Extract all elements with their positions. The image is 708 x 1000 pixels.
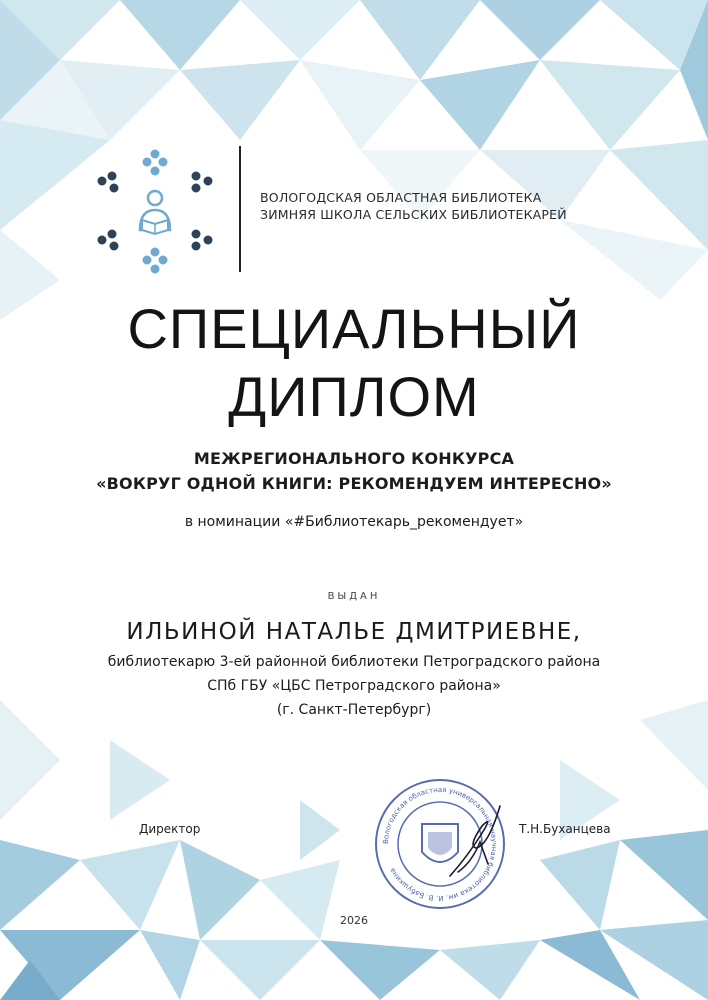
diploma-title-line2: ДИПЛОМ bbox=[228, 365, 480, 428]
recipient-name: ИЛЬИНОЙ НАТАЛЬЕ ДМИТРИЕВНЕ, bbox=[126, 619, 582, 645]
header-divider bbox=[239, 146, 241, 272]
issued-label: ВЫДАН bbox=[327, 591, 381, 602]
recipient-organization: СПб ГБУ «ЦБС Петроградского района» bbox=[207, 678, 501, 694]
recipient-position: библиотекарю 3-ей районной библиотеки Петроградского района bbox=[107, 654, 601, 670]
issue-year: 2026 bbox=[340, 914, 368, 927]
recipient-city: (г. Санкт-Петербург) bbox=[276, 702, 432, 718]
official-stamp-icon bbox=[372, 776, 508, 912]
organization-block bbox=[260, 189, 567, 223]
contest-line2: «ВОКРУГ ОДНОЙ КНИГИ: РЕКОМЕНДУЕМ ИНТЕРЕСНО» bbox=[96, 474, 612, 493]
reader-network-logo-icon bbox=[92, 148, 218, 274]
signer-role: Директор bbox=[139, 822, 201, 836]
diploma-title-line1: СПЕЦИАЛЬНЫЙ bbox=[127, 297, 581, 360]
nomination: в номинации «#Библиотекарь_рекомендует» bbox=[184, 514, 524, 530]
contest-line1: МЕЖРЕГИОНАЛЬНОГО КОНКУРСА bbox=[193, 449, 515, 468]
signer-name: Т.Н.Буханцева bbox=[519, 822, 611, 836]
organization-name: ВОЛОГОДСКАЯ ОБЛАСТНАЯ БИБЛИОТЕКА bbox=[260, 190, 542, 205]
stamp-text: Вологодская областная универсальная научная библиотека им. И. В. Бабушкина bbox=[381, 785, 499, 903]
school-name: ЗИМНЯЯ ШКОЛА СЕЛЬСКИХ БИБЛИОТЕКАРЕЙ bbox=[260, 207, 567, 222]
